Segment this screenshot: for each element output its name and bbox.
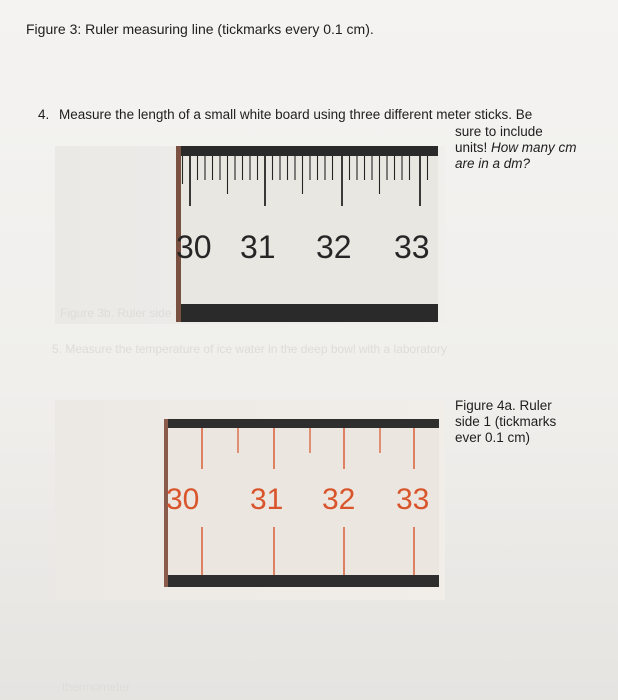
ruler-1-label-31: 31 xyxy=(240,229,276,265)
figure-4a-caption: Figure 4a. Ruler side 1 (tickmarks ever 0.1 cm) xyxy=(455,398,557,445)
question-line-2: sure to include xyxy=(455,124,543,139)
ruler-1-label-30: 30 xyxy=(176,229,212,265)
figure-3-caption: Figure 3: Ruler measuring line (tickmarks every 0.1 cm). xyxy=(26,21,374,37)
ruler-1-top-edge xyxy=(176,146,438,156)
ruler-2-label-31: 31 xyxy=(250,483,284,516)
ruler-1-drawing xyxy=(176,146,438,322)
ruler-2-image xyxy=(164,419,439,587)
question-main-text: Measure the length of a small white board using three different meter sticks. Be xyxy=(59,107,533,122)
faded-background-text-3: thermometer xyxy=(62,680,131,694)
ruler-2-label-30: 30 xyxy=(166,483,200,516)
faded-background-text-1: Figure 3b. Ruler side xyxy=(60,306,172,320)
ruler-1-ticks xyxy=(183,156,428,206)
ruler-1-bottom-edge xyxy=(176,304,438,322)
ruler-2-ticks xyxy=(202,428,414,575)
question-number: 4. xyxy=(38,107,50,122)
ruler-2-drawing xyxy=(164,419,439,587)
ruler-2-bottom-edge xyxy=(164,575,439,587)
question-line-3: units! How many cm xyxy=(455,140,577,155)
question-line-4: are in a dm? xyxy=(455,156,531,171)
ruler-2-top-edge xyxy=(164,419,439,428)
ruler-1-label-32: 32 xyxy=(316,229,352,265)
ruler-1-label-33: 33 xyxy=(394,229,430,265)
ruler-2-label-33: 33 xyxy=(396,483,430,516)
question-continuation xyxy=(455,124,605,172)
question-4-text xyxy=(38,107,532,122)
ruler-1-image xyxy=(176,146,438,322)
ruler-2-label-32: 32 xyxy=(322,483,356,516)
faded-background-text-2: 5. Measure the temperature of ice water in the deep bowl with a laboratory xyxy=(52,342,447,356)
